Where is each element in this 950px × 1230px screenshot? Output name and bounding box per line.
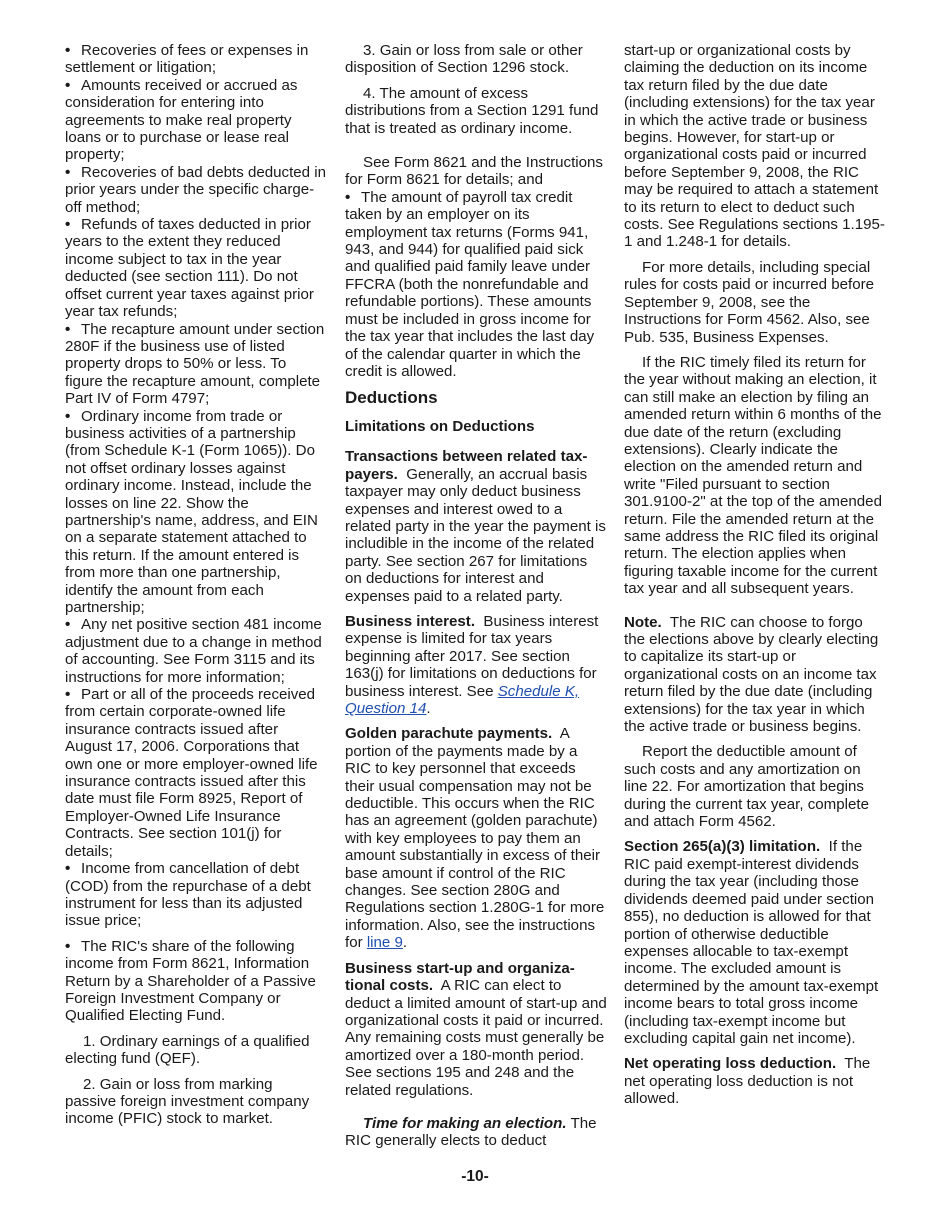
- numbered-item: 3. Gain or loss from sale or other disposition of Section 1296 stock.: [345, 42, 583, 77]
- numbered-item: 2. Gain or loss from marking passive foreign investment company income (PFIC) stock to market.: [65, 1075, 310, 1128]
- run-in-heading: Transactions between related tax-payers.: [345, 448, 588, 483]
- note-paragraph: [624, 614, 886, 736]
- column-1: [65, 42, 327, 1136]
- bullet-item: • Refunds of taxes deducted in prior years to the extent they reduced income subject to tax in the year deducted (see section 111). Do not offset current year taxes against prior year tax refunds;: [65, 216, 327, 320]
- run-in-heading: Business start-up and organiza-tional costs.: [345, 959, 575, 995]
- run-in-heading: Section 265(a)(3) limitation.: [624, 838, 821, 856]
- line-9-link[interactable]: line 9: [366, 934, 403, 952]
- bullet-item: • The amount of payroll tax credit taken by an employer on its employment tax returns (Forms 941, 943, and 944) for qualified paid sick and qualified paid family leave under FFCRA (both the nonrefundable and refundable portions). These amounts must be included in gross income for the tax year that includes the last day of the calendar quarter in which the credit is allowed.: [345, 189, 607, 380]
- golden-parachute-paragraph: [345, 725, 607, 951]
- late-election-paragraph: If the RIC timely filed its return for the year without making an election, it can still make an election by filing an amended return within 6 months of the due date of the return (excluding extensions). Clearly indicate the election on the amended return and write "Filed pursuant to section 301.9100-2" at the top of the amended return. File the amended return at the same address the RIC filed its original return. The election applies when figuring taxable income for the current tax year and all subsequent years.: [624, 353, 882, 598]
- period: .: [402, 934, 408, 952]
- bullet-item: • The recapture amount under section 280F if the business use of listed property drops to 50% or less. To figure the recapture amount, complete Part IV of Form 4797;: [65, 321, 327, 408]
- period: .: [426, 700, 431, 717]
- bullet-item: • Recoveries of fees or expenses in settlement or litigation;: [65, 42, 327, 77]
- page-number: -10-: [461, 1168, 489, 1185]
- see-form-paragraph: See Form 8621 and the Instructions for Form 8621 for details; and: [345, 154, 603, 189]
- column-3: [624, 42, 886, 1116]
- paragraph-text: The RIC generally elects to deduct: [345, 1114, 597, 1150]
- report-paragraph: Report the deductible amount of such costs and any amortization on line 22. For amortization that begins during the current tax year, complete and attach Form 4562.: [624, 743, 869, 831]
- bullet-item: • Any net positive section 481 income adjustment due to a change in method of accounting. See Form 3115 and its instructions for more information;: [65, 616, 327, 686]
- related-taxpayers-paragraph: [345, 448, 607, 605]
- numbered-item: 1. Ordinary earnings of a qualified electing fund (QEF).: [65, 1032, 310, 1068]
- run-in-heading: Business interest.: [345, 612, 476, 630]
- bullet-item: • Recoveries of bad debts deducted in prior years under the specific charge-off method;: [65, 164, 327, 216]
- election-paragraph: [345, 1115, 607, 1150]
- nol-paragraph: [624, 1055, 886, 1107]
- section-265-paragraph: [624, 838, 886, 1047]
- paragraph-text: A portion of the payments made by a RIC to key personnel that exceeds their usual compensation may not be deductible. This occurs when the RIC has an agreement (golden parachute) with key employees to pay them an amount substantially in excess of their base amount if control of the RIC changes. See section 280G and Regulations section 1.280G-1 for more information. Also, see the instructions for: [345, 725, 605, 952]
- paragraph-text: If the RIC paid exempt-interest dividends during the tax year (including those dividends deemed paid under section 855), no deduction is allowed for that portion of otherwise deductible expenses allocable to tax-exempt income. The excluded amount is determined by the amount tax-exempt income bears to total gross income (including tax-exempt income but excluding capital gain net income).: [624, 838, 879, 1047]
- startup-costs-paragraph: [345, 960, 607, 1099]
- section-heading-deductions: Deductions: [345, 388, 438, 408]
- note-label: Note.: [624, 613, 662, 631]
- paragraph-text: The RIC can choose to forgo the elections above by clearly electing to capitalize its start-up or organizational costs on an income tax return filed by the due date (including extensions) for the tax year in which the active trade or business begins.: [624, 613, 879, 736]
- numbered-item: 4. The amount of excess distributions from a Section 1291 fund that is treated as ordinary income.: [345, 84, 599, 137]
- paragraph-text: A RIC can elect to deduct a limited amount of start-up and organizational costs it paid or incurred. Any remaining costs must generally be amortized over a 180-month period. See sections 195 and 248 and the related regulations.: [345, 977, 607, 1099]
- more-details-paragraph: For more details, including special rules for costs paid or incurred before September 9, 2008, see the Instructions for Form 4562. Also, see Pub. 535, Business Expenses.: [624, 258, 875, 346]
- column-2: [345, 42, 607, 1158]
- bullet-item: • Amounts received or accrued as consideration for entering into agreements to make real property loans or to purchase or lease real property;: [65, 77, 327, 164]
- bullet-item: • Income from cancellation of debt (COD) from the repurchase of a debt instrument for less than its adjusted issue price;: [65, 860, 327, 930]
- bullet-item: • Part or all of the proceeds received from certain corporate-owned life insurance contracts issued after August 17, 2006. Corporations that own one or more employer-owned life insurance contracts issued after this date must file Form 8925, Report of Employer-Owned Life Insurance Contracts. See section 101(j) for details;: [65, 686, 327, 860]
- run-in-heading: Golden parachute payments.: [345, 725, 553, 743]
- run-in-heading: Net operating loss deduction.: [624, 1055, 837, 1073]
- paragraph-text: The net operating loss deduction is not allowed.: [624, 1055, 871, 1108]
- subheading-limitations: Limitations on Deductions: [345, 418, 535, 436]
- run-in-heading: Time for making an election.: [363, 1114, 567, 1132]
- paragraph-text: Generally, an accrual basis taxpayer may only deduct business expenses and interest owed to a related party in the year the payment is includible in the income of the related party. See section 267 for limitations on deductions for interest and expenses paid to a related party.: [345, 465, 606, 605]
- bullet-item: • Ordinary income from trade or business activities of a partnership (from Schedule K-1 (Form 1065)). Do not offset ordinary losses against ordinary income. Instead, include the losses on line 22. Show the partnership's name, address, and EIN on a separate statement attached to this return. If the amount entered is from more than one partnership, identify the amount from each partnership;: [65, 408, 327, 617]
- business-interest-paragraph: [345, 613, 607, 717]
- bullet-item: • The RIC's share of the following income from Form 8621, Information Return by a Shareholder of a Passive Foreign Investment Company or Qualified Electing Fund.: [65, 938, 327, 1025]
- schedule-k-question-14-link[interactable]: Schedule K, Question 14: [345, 682, 580, 717]
- paragraph-text: Business interest expense is limited for tax years beginning after 2017. See section 163(j) for limitations on deductions for business interest. See: [345, 612, 599, 700]
- election-continued-paragraph: start-up or organizational costs by claiming the deduction on its income tax return filed by the due date (including extensions) for the tax year in which the active trade or business begins. However, for start-up or organizational costs paid or incurred before September 9, 2008, the RIC may be required to attach a statement to its return to elect to deduct such costs. See Regulations sections 1.195-1 and 1.248-1 for details.: [624, 42, 885, 251]
